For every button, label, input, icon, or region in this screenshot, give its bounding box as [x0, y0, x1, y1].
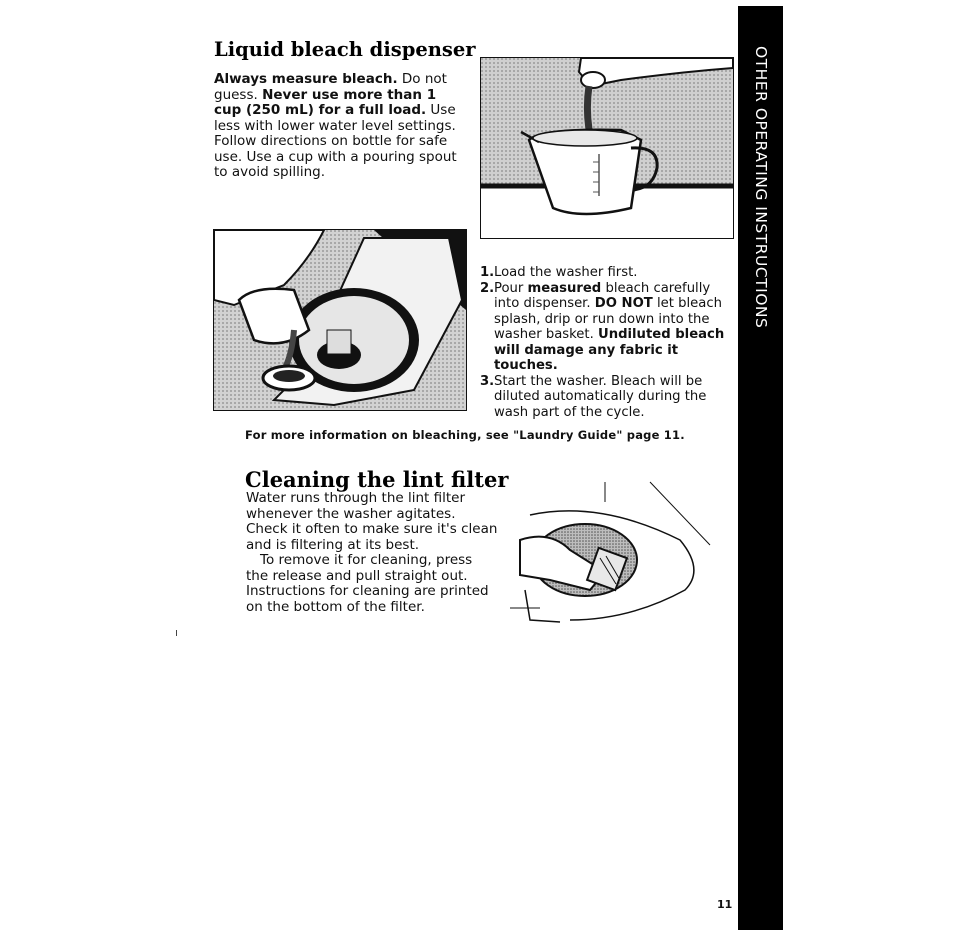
bleach-intro-rest-1: Do not guess. — [214, 71, 447, 103]
lint-filter-drawing — [510, 480, 720, 628]
bleach-step-1 — [480, 265, 730, 281]
bleach-intro-bold-1: Always measure bleach. — [214, 71, 398, 87]
step-text-bold: Undiluted bleach will damage any fabric it touches. — [494, 327, 725, 373]
step-text-bold: DO NOT — [594, 296, 653, 311]
step-text-bold: measured — [527, 280, 602, 296]
lint-filter-illustration — [510, 480, 720, 628]
bleach-step-2 — [480, 281, 730, 374]
bleach-step-3 — [480, 374, 730, 421]
dispenser-pouring-illustration — [213, 229, 467, 411]
step-text-mid: bleach carefully into dispenser. — [494, 280, 711, 311]
step-text: Load the washer first. — [494, 265, 638, 280]
lint-paragraph-1: Water runs through the lint filter whenever the washer agitates. Check it often to make sure it's clean and is filtering at its best. — [246, 490, 498, 553]
step-text-mid: let bleach splash, drip or run down into the washer basket. — [494, 296, 722, 342]
step-text: Start the washer. Bleach will be diluted automatically during the wash part of the cycle. — [494, 373, 707, 420]
lint-paragraph-2: To remove it for cleaning, press the release and pull straight out. Instructions for cleaning are printed on the bottom of the filter. — [246, 552, 489, 615]
page-number: 11 — [717, 898, 733, 911]
bleach-footnote: For more information on bleaching, see "Laundry Guide" page 11. — [245, 428, 685, 442]
dispenser-pouring-drawing — [214, 230, 466, 410]
bleach-section-title: Liquid bleach dispenser — [214, 38, 476, 61]
page-mark — [176, 630, 177, 636]
step-number: 1. — [480, 265, 495, 280]
step-number: 3. — [480, 373, 495, 389]
sidebar-label: OTHER OPERATING INSTRUCTIONS — [751, 46, 770, 329]
measuring-cup-illustration — [480, 57, 734, 239]
step-number: 2. — [480, 280, 495, 296]
lint-section-title: Cleaning the lint filter — [245, 467, 509, 492]
section-sidebar — [738, 6, 783, 930]
bleach-steps-list — [480, 265, 730, 420]
bleach-intro-bold-2: Never use more than 1 cup (250 mL) for a full load. — [214, 86, 437, 118]
measuring-cup-drawing — [481, 58, 733, 238]
step-text-pre: Pour — [494, 280, 528, 296]
bleach-intro-rest-2: Use less with lower water level settings. Follow directions on bottle for safe use. Use a cup with a pouring spout to avoid spilling. — [214, 102, 457, 180]
bleach-intro-text — [214, 72, 462, 181]
